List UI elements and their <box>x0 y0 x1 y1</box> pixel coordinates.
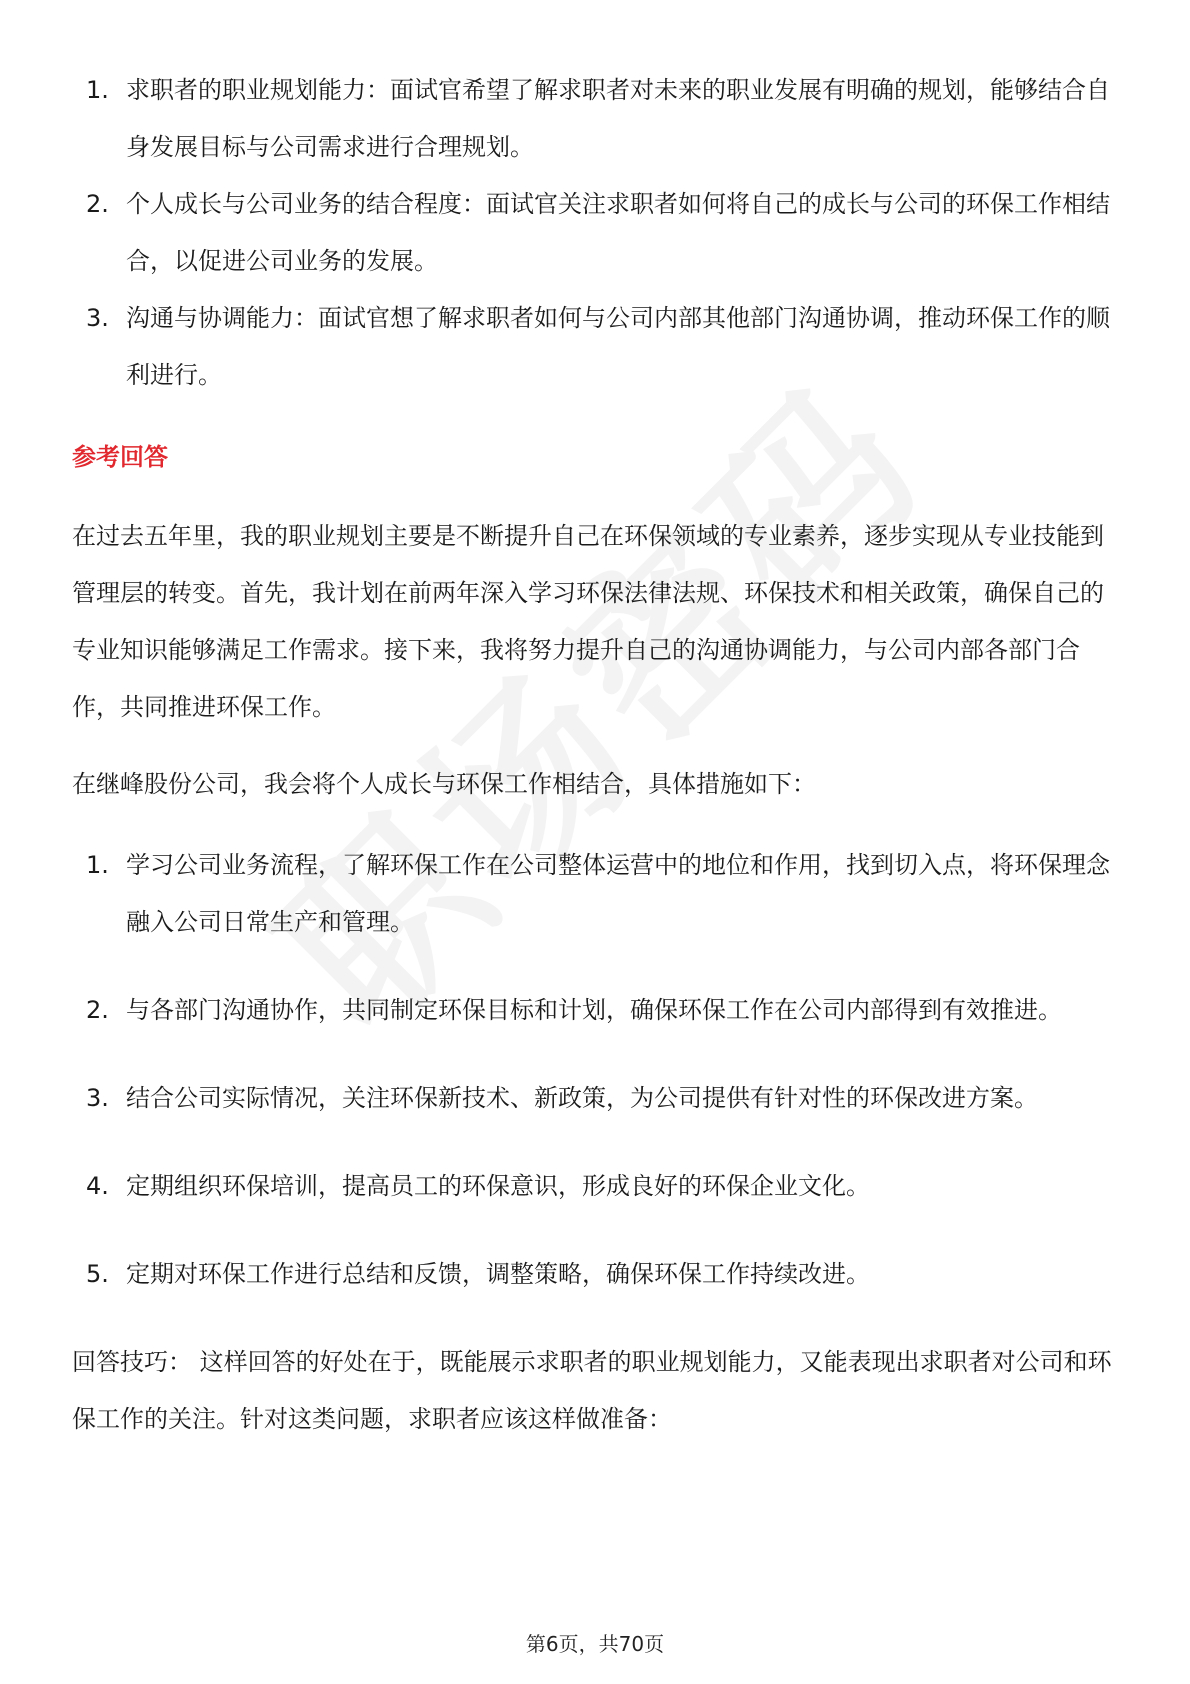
item-number: 1. <box>86 851 109 879</box>
item-text: 沟通与协调能力：面试官想了解求职者如何与公司内部其他部门沟通协调，推动环保工作的顺利进行。 <box>126 304 1110 389</box>
list-item <box>72 176 1117 290</box>
item-number: 1. <box>86 76 109 104</box>
criteria-list <box>72 62 1117 404</box>
item-text: 学习公司业务流程，了解环保工作在公司整体运营中的地位和作用，找到切入点，将环保理念融入公司日常生产和管理。 <box>126 851 1110 936</box>
page-content <box>72 62 1117 1468</box>
list-item <box>72 837 1117 951</box>
item-text: 个人成长与公司业务的结合程度：面试官关注求职者如何将自己的成长与公司的环保工作相结合，以促进公司业务的发展。 <box>126 190 1110 275</box>
page-footer: 第6页，共70页 <box>525 1632 665 1656</box>
item-text: 定期对环保工作进行总结和反馈，调整策略，确保环保工作持续改进。 <box>126 1260 870 1288</box>
item-text: 求职者的职业规划能力：面试官希望了解求职者对未来的职业发展有明确的规划，能够结合自身发展目标与公司需求进行合理规划。 <box>126 76 1110 161</box>
item-number: 3. <box>86 304 109 332</box>
list-item <box>72 1246 1117 1303</box>
item-text: 结合公司实际情况，关注环保新技术、新政策，为公司提供有针对性的环保改进方案。 <box>126 1084 1038 1112</box>
measures-intro: 在继峰股份公司，我会将个人成长与环保工作相结合，具体措施如下： <box>72 770 816 798</box>
item-number: 5. <box>86 1260 109 1288</box>
list-item <box>72 1158 1117 1215</box>
item-text: 定期组织环保培训，提高员工的环保意识，形成良好的环保企业文化。 <box>126 1172 870 1200</box>
item-number: 4. <box>86 1172 109 1200</box>
item-text: 与各部门沟通协作，共同制定环保目标和计划，确保环保工作在公司内部得到有效推进。 <box>126 996 1062 1024</box>
list-item <box>72 62 1117 176</box>
list-item <box>72 1070 1117 1127</box>
measures-list <box>72 837 1117 1303</box>
list-item <box>72 290 1117 404</box>
tips-paragraph: 回答技巧： 这样回答的好处在于，既能展示求职者的职业规划能力，又能表现出求职者对公司和环保工作的关注。针对这类问题，求职者应该这样做准备： <box>72 1348 1112 1433</box>
answer-paragraph: 在过去五年里，我的职业规划主要是不断提升自己在环保领域的专业素养，逐步实现从专业技能到管理层的转变。首先，我计划在前两年深入学习环保法律法规、环保技术和相关政策，确保自己的专业知识能够满足工作需求。接下来，我将努力提升自己的沟通协调能力，与公司内部各部门合作，共同推进环保工作。 <box>72 522 1104 721</box>
section-heading: 参考回答 <box>72 443 168 471</box>
item-number: 2. <box>86 190 109 218</box>
item-number: 3. <box>86 1084 109 1112</box>
item-number: 2. <box>86 996 109 1024</box>
list-item <box>72 982 1117 1039</box>
